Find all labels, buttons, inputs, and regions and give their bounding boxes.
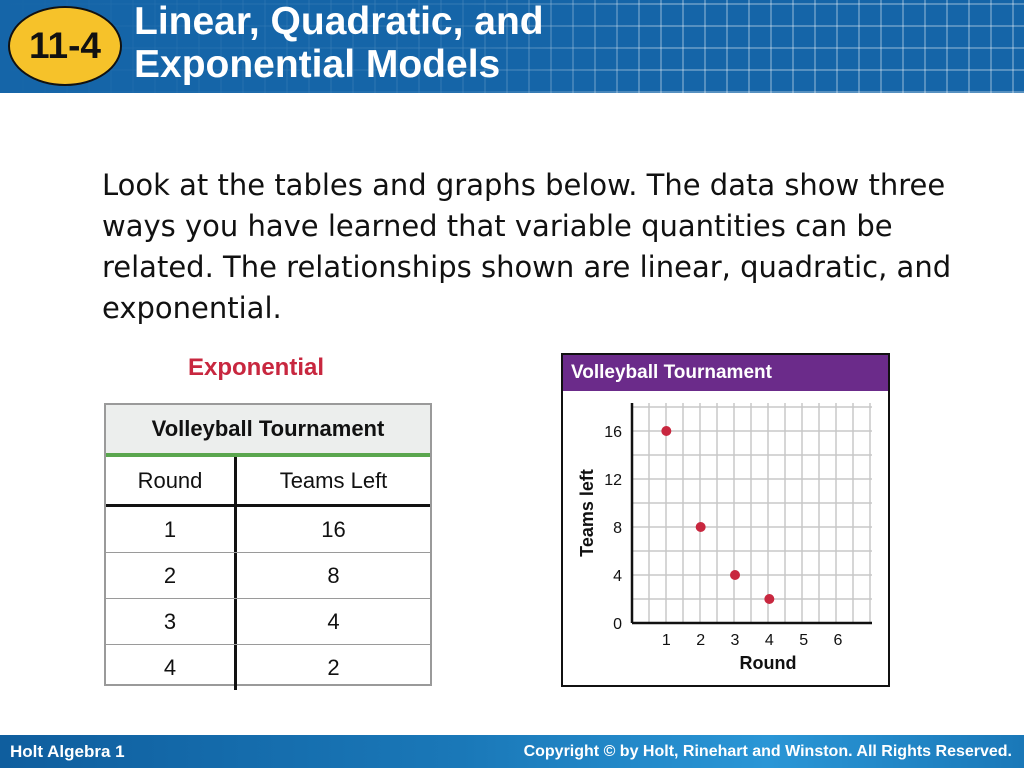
y-tick-label: 4 — [613, 568, 622, 585]
section-label: Exponential — [188, 354, 325, 381]
intro-paragraph: Look at the tables and graphs below. The data show three ways you have learned that variable quantities can be related. The relationships shown are linear, quadratic, and exponential. — [102, 168, 952, 325]
table-cell: 8 — [327, 562, 340, 588]
x-tick-label: 4 — [764, 632, 774, 649]
title-line-2: Exponential Models — [134, 43, 501, 86]
footer-bar — [0, 735, 1024, 768]
data-point — [730, 570, 740, 580]
header-banner — [0, 0, 1024, 93]
y-tick-label: 0 — [613, 616, 622, 633]
table-row — [106, 599, 430, 645]
scatter-chart — [561, 353, 890, 687]
table-row — [106, 645, 430, 690]
x-tick-label: 5 — [799, 632, 809, 649]
table-cell: 4 — [106, 645, 237, 690]
table-row — [106, 507, 430, 553]
data-point — [696, 522, 706, 532]
x-tick-label: 3 — [730, 632, 740, 649]
lesson-badge: 11-4 — [8, 6, 122, 86]
chart-plot — [563, 391, 888, 685]
table-cell: 2 — [327, 654, 340, 680]
table-title: Volleyball Tournament — [106, 405, 430, 457]
table-cell: 4 — [327, 608, 340, 634]
data-point — [764, 594, 774, 604]
y-axis-label: Teams left — [577, 469, 597, 557]
title-line-1: Linear, Quadratic, and — [134, 0, 544, 43]
table-cell: 1 — [106, 507, 237, 552]
header-cell-teams-left: Teams Left — [279, 467, 388, 493]
chart-title: Volleyball Tournament — [563, 355, 888, 391]
footer-copyright: Copyright © by Holt, Rinehart and Winston. All Rights Reserved. — [523, 743, 1012, 760]
x-tick-label: 1 — [661, 632, 671, 649]
table-row — [106, 553, 430, 599]
header-cell-round: Round — [106, 457, 237, 504]
y-tick-label: 12 — [604, 472, 622, 489]
y-tick-label: 8 — [613, 520, 622, 537]
x-tick-label: 6 — [833, 632, 843, 649]
table-cell: 3 — [106, 599, 237, 644]
x-tick-label: 2 — [696, 632, 706, 649]
table-cell: 16 — [321, 516, 346, 542]
page-title — [134, 0, 544, 86]
table-cell: 2 — [106, 553, 237, 598]
table-header-row — [106, 457, 430, 507]
data-point — [661, 426, 671, 436]
y-tick-label: 16 — [604, 424, 622, 441]
footer-course-name: Holt Algebra 1 — [10, 742, 125, 761]
data-table — [104, 403, 432, 686]
x-axis-label: Round — [739, 653, 797, 673]
